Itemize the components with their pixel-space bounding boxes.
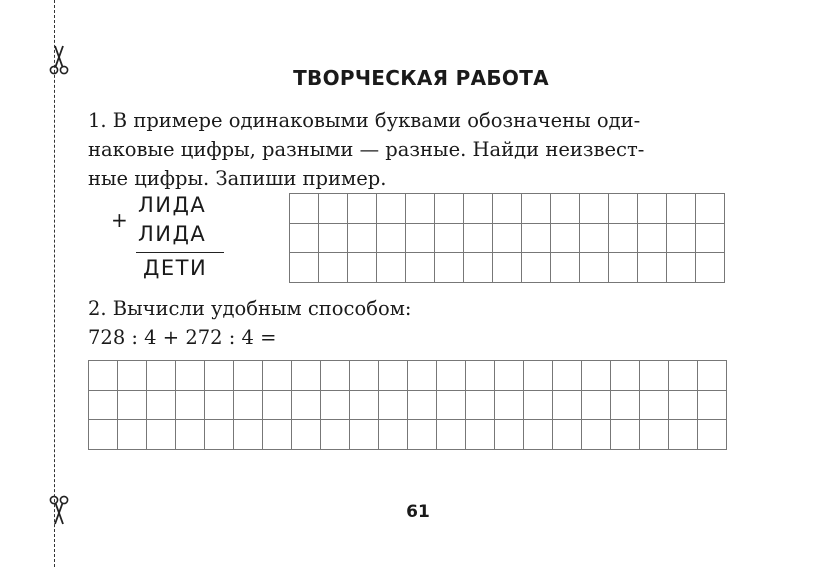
grid-cell[interactable]	[118, 420, 147, 450]
grid-cell[interactable]	[176, 420, 205, 450]
grid-cell[interactable]	[551, 224, 580, 254]
grid-cell[interactable]	[89, 420, 118, 450]
grid-cell[interactable]	[205, 391, 234, 421]
grid-cell[interactable]	[350, 391, 379, 421]
answer-grid-task2[interactable]	[88, 360, 727, 450]
grid-cell[interactable]	[466, 391, 495, 421]
grid-cell[interactable]	[551, 194, 580, 224]
grid-cell[interactable]	[292, 420, 321, 450]
grid-cell[interactable]	[553, 391, 582, 421]
grid-cell[interactable]	[408, 391, 437, 421]
grid-cell[interactable]	[377, 224, 406, 254]
task1-text-line-3: ные цифры. Запиши пример.	[88, 167, 387, 190]
grid-cell[interactable]	[437, 420, 466, 450]
grid-cell[interactable]	[377, 253, 406, 283]
grid-cell[interactable]	[611, 420, 640, 450]
grid-cell[interactable]	[406, 224, 435, 254]
grid-cell[interactable]	[495, 391, 524, 421]
grid-cell[interactable]	[493, 224, 522, 254]
grid-cell[interactable]	[698, 391, 727, 421]
grid-cell[interactable]	[582, 361, 611, 391]
grid-cell[interactable]	[522, 194, 551, 224]
page-number: 61	[406, 502, 430, 522]
grid-cell[interactable]	[408, 420, 437, 450]
grid-cell[interactable]	[379, 391, 408, 421]
grid-cell[interactable]	[580, 194, 609, 224]
grid-cell[interactable]	[348, 194, 377, 224]
grid-cell[interactable]	[147, 361, 176, 391]
grid-cell[interactable]	[290, 194, 319, 224]
answer-grid-task1[interactable]	[289, 193, 725, 283]
grid-cell[interactable]	[640, 361, 669, 391]
grid-cell[interactable]	[205, 420, 234, 450]
grid-cell[interactable]	[118, 361, 147, 391]
grid-cell[interactable]	[466, 420, 495, 450]
grid-cell[interactable]	[147, 420, 176, 450]
grid-cell[interactable]	[435, 253, 464, 283]
addend-1: ЛИДА	[138, 193, 207, 217]
grid-cell[interactable]	[609, 224, 638, 254]
grid-cell[interactable]	[667, 224, 696, 254]
grid-cell[interactable]	[348, 253, 377, 283]
grid-cell[interactable]	[435, 194, 464, 224]
grid-cell[interactable]	[667, 194, 696, 224]
sum-word: ДЕТИ	[143, 256, 208, 280]
grid-cell[interactable]	[263, 361, 292, 391]
grid-cell[interactable]	[696, 194, 725, 224]
grid-cell[interactable]	[350, 361, 379, 391]
grid-cell[interactable]	[406, 253, 435, 283]
grid-cell[interactable]	[234, 361, 263, 391]
grid-cell[interactable]	[319, 194, 348, 224]
grid-cell[interactable]	[263, 391, 292, 421]
page-title: ТВОРЧЕСКАЯ РАБОТА	[293, 66, 549, 90]
grid-cell[interactable]	[234, 420, 263, 450]
grid-cell[interactable]	[524, 391, 553, 421]
grid-cell[interactable]	[582, 420, 611, 450]
grid-cell[interactable]	[553, 420, 582, 450]
grid-cell[interactable]	[435, 224, 464, 254]
task2-expression: 728 : 4 + 272 : 4 =	[88, 326, 277, 349]
grid-cell[interactable]	[580, 253, 609, 283]
grid-cell[interactable]	[553, 361, 582, 391]
grid-cell[interactable]	[611, 361, 640, 391]
task1-text-line-1: 1. В примере одинаковыми буквами обозначены оди-	[88, 109, 641, 132]
grid-cell[interactable]	[493, 194, 522, 224]
grid-cell[interactable]	[377, 194, 406, 224]
grid-cell[interactable]	[524, 361, 553, 391]
grid-cell[interactable]	[147, 391, 176, 421]
grid-cell[interactable]	[321, 361, 350, 391]
grid-cell[interactable]	[466, 361, 495, 391]
grid-cell[interactable]	[290, 253, 319, 283]
grid-cell[interactable]	[551, 253, 580, 283]
grid-cell[interactable]	[495, 420, 524, 450]
grid-cell[interactable]	[348, 224, 377, 254]
grid-cell[interactable]	[464, 194, 493, 224]
plus-sign: +	[111, 208, 128, 232]
grid-cell[interactable]	[464, 224, 493, 254]
grid-cell[interactable]	[667, 253, 696, 283]
grid-cell[interactable]	[698, 361, 727, 391]
grid-cell[interactable]	[522, 253, 551, 283]
grid-cell[interactable]	[638, 224, 667, 254]
sum-line	[136, 252, 224, 253]
grid-cell[interactable]	[321, 391, 350, 421]
grid-cell[interactable]	[493, 253, 522, 283]
grid-cell[interactable]	[524, 420, 553, 450]
grid-cell[interactable]	[669, 361, 698, 391]
task2-instruction: 2. Вычисли удобным способом:	[88, 297, 412, 320]
grid-cell[interactable]	[319, 253, 348, 283]
grid-cell[interactable]	[582, 391, 611, 421]
grid-cell[interactable]	[89, 361, 118, 391]
grid-cell[interactable]	[290, 224, 319, 254]
grid-cell[interactable]	[638, 253, 667, 283]
grid-cell[interactable]	[176, 391, 205, 421]
grid-cell[interactable]	[437, 391, 466, 421]
grid-cell[interactable]	[379, 361, 408, 391]
grid-cell[interactable]	[118, 391, 147, 421]
grid-cell[interactable]	[640, 391, 669, 421]
grid-cell[interactable]	[698, 420, 727, 450]
grid-cell[interactable]	[89, 391, 118, 421]
grid-cell[interactable]	[609, 194, 638, 224]
grid-cell[interactable]	[406, 194, 435, 224]
grid-cell[interactable]	[609, 253, 638, 283]
grid-cell[interactable]	[319, 224, 348, 254]
grid-cell[interactable]	[638, 194, 667, 224]
grid-cell[interactable]	[580, 224, 609, 254]
grid-cell[interactable]	[263, 420, 292, 450]
grid-cell[interactable]	[205, 361, 234, 391]
grid-cell[interactable]	[640, 420, 669, 450]
grid-cell[interactable]	[669, 391, 698, 421]
grid-cell[interactable]	[292, 361, 321, 391]
grid-cell[interactable]	[234, 391, 263, 421]
grid-cell[interactable]	[292, 391, 321, 421]
grid-cell[interactable]	[611, 391, 640, 421]
grid-cell[interactable]	[437, 361, 466, 391]
grid-cell[interactable]	[408, 361, 437, 391]
grid-cell[interactable]	[669, 420, 698, 450]
grid-cell[interactable]	[379, 420, 408, 450]
addend-2: ЛИДА	[138, 222, 207, 246]
grid-cell[interactable]	[464, 253, 493, 283]
grid-cell[interactable]	[522, 224, 551, 254]
grid-cell[interactable]	[176, 361, 205, 391]
grid-cell[interactable]	[495, 361, 524, 391]
task1-text-line-2: наковые цифры, разными — разные. Найди неизвест-	[88, 138, 645, 161]
grid-cell[interactable]	[350, 420, 379, 450]
grid-cell[interactable]	[321, 420, 350, 450]
grid-cell[interactable]	[696, 224, 725, 254]
grid-cell[interactable]	[696, 253, 725, 283]
